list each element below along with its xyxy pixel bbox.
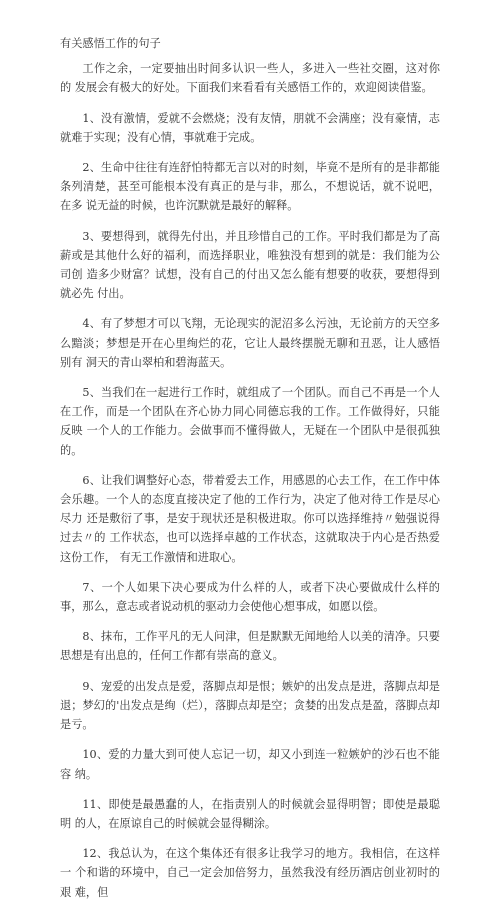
paragraph-11: 11、即使是最愚蠢的人，在指责别人的时候就会显得明智；即使是最聪明 的人，在原谅自己的时候就会显得糊涂。 <box>60 797 440 830</box>
paragraph-4: 4、有了梦想才可以飞翔，无论现实的泥沼多么污浊，无论前方的天空多么黯淡；梦想是开在心里绚烂的花，它让人最终摆脱无聊和丑恶，让人感悟别有 洞天的青山翠柏和碧海蓝天。 <box>60 317 440 369</box>
paragraph-5: 5、当我们在一起进行工作时，就组成了一个团队。而自己不再是一个人在工作，而是一个团队在齐心协力同心同德忘我的工作。工作做得好，只能反映 一个人的工作能力。会做事而不懂得做人，无疑在一个团队中是很孤独的。 <box>60 386 440 457</box>
paragraph-6: 6、让我们调整好心态，带着爱去工作，用感恩的心去工作，在工作中体会乐趣。一个人的态度直接决定了他的工作行为，决定了他对待工作是尽心尽力 还是敷衍了事，是安于现状还是积极进取。你可以选择维持〃勉强说得过去〃的 工作状态，也可以选择卓越的工作状态，这就取决于内心是否热爱这份工作， 有无工作激情和进取心。 <box>60 473 440 564</box>
paragraph-7: 7、一个人如果下决心要成为什么样的人，或者下决心要做成什么样的事，那么，意志或者说动机的驱动力会使他心想事成，如愿以偿。 <box>60 580 440 614</box>
paragraph-intro: 工作之余，一定要抽出时间多认识一些人，多进入一些社交圈，这对你的 发展会有极大的好处。下面我们来看看有关感悟工作的，欢迎阅读借鉴。 <box>60 62 440 95</box>
document-title: 有关感悟工作的句子 <box>60 37 161 50</box>
paragraph-1: 1、没有激情，爱就不会燃烧；没有友情，朋就不会满座；没有豪情，志就难于实现；没有心情，事就难于完成。 <box>60 111 440 144</box>
paragraph-3: 3、要想得到，就得先付出，并且珍惜自己的工作。平时我们都是为了高薪或是其他什么好的福利，而选择职业，唯独没有想到的就是：我们能为公司创 造多少财富？试想，没有自己的付出又怎么能有想要的收获，要想得到就必先 付出。 <box>60 229 440 301</box>
paragraph-12: 12、我总认为，在这个集体还有很多让我学习的地方。我相信，在这样一 个和谐的环境中，自己一定会加倍努力，虽然我没有经历酒店创业初时的艰 难，但 <box>60 847 440 899</box>
paragraph-2: 2、生命中往往有连舒怕特都无言以对的时刻，毕竟不是所有的是非都能条列清楚，甚至可能根本没有真正的是与非，那么，不想说话，就不说吧，在多 说无益的时候，也许沉默就是最好的解释。 <box>60 161 440 213</box>
paragraph-9: 9、宠爱的出发点是爱，落脚点却是恨；嫉妒的出发点是进，落脚点却是 退；梦幻的'出发点是绚（烂），落脚点却是空；贪婪的出发点是盈，落脚点却 是亏。 <box>60 679 440 732</box>
paragraph-8: 8、抹布，工作平凡的无人问津，但是默默无闻地给人以美的清净。只要思想是有出息的，任何工作都有崇高的意义。 <box>60 630 440 663</box>
paragraph-10: 10、爱的力量大到可使人忘记一切，却又小到连一粒嫉妒的沙石也不能容 纳。 <box>60 748 440 781</box>
